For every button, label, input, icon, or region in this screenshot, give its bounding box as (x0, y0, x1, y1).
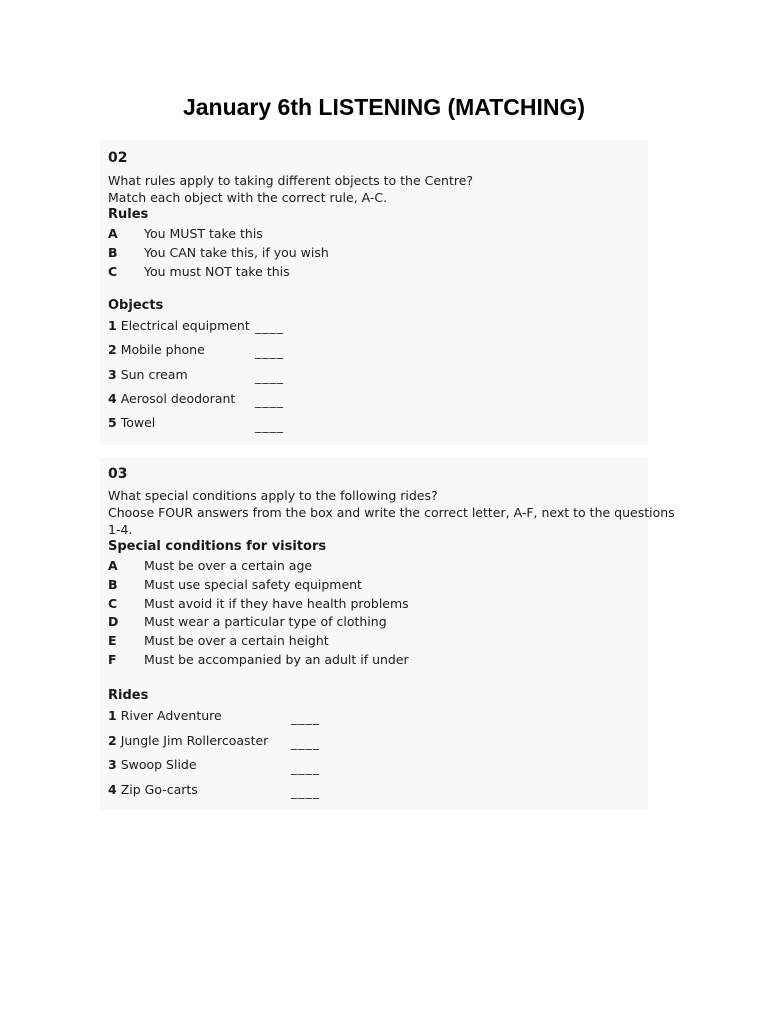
option-text: Must avoid it if they have health problems (144, 596, 409, 611)
option-text: Must be accompanied by an adult if under (144, 652, 409, 667)
items-heading: Rides (108, 688, 149, 703)
section-number: 03 (108, 466, 128, 482)
instruction-text: Choose FOUR answers from the box and write the correct letter, A-F, next to the questions (108, 505, 675, 520)
option-text: Must wear a particular type of clothing (144, 614, 387, 629)
options-heading: Rules (108, 207, 149, 222)
option-letter: A (108, 558, 118, 573)
question-text: What special conditions apply to the following rides? (108, 488, 438, 503)
item-number: 1 (108, 708, 117, 723)
list-item (108, 318, 250, 333)
option-letter: B (108, 245, 118, 260)
item-text: Jungle Jim Rollercoaster (120, 733, 269, 748)
instruction-text: 1-4. (108, 522, 133, 537)
item-number: 3 (108, 757, 117, 772)
option-text: You MUST take this (144, 226, 263, 241)
answer-blank[interactable]: ____ (291, 735, 320, 750)
item-text: Towel (120, 415, 156, 430)
option-letter: C (108, 596, 118, 611)
answer-blank[interactable]: ____ (291, 784, 320, 799)
option-text: Must be over a certain age (144, 558, 313, 573)
option-letter: F (108, 652, 117, 667)
item-number: 4 (108, 782, 117, 797)
list-item (108, 367, 188, 382)
item-text: Sun cream (120, 367, 188, 382)
list-item (108, 415, 155, 430)
options-heading: Special conditions for visitors (108, 539, 327, 554)
option-letter: B (108, 577, 118, 592)
option-text: You must NOT take this (144, 264, 290, 279)
item-number: 2 (108, 733, 117, 748)
items-heading: Objects (108, 298, 164, 313)
item-number: 2 (108, 342, 117, 357)
item-text: Aerosol deodorant (120, 391, 236, 406)
list-item (108, 342, 205, 357)
option-letter: A (108, 226, 118, 241)
section-number: 02 (108, 150, 128, 166)
option-letter: D (108, 614, 119, 629)
item-number: 4 (108, 391, 117, 406)
answer-blank[interactable]: ____ (291, 760, 320, 775)
list-item (108, 782, 198, 797)
instruction-text: Match each object with the correct rule, A-C. (108, 190, 388, 205)
item-text: Mobile phone (120, 342, 205, 357)
page-title: January 6th LISTENING (MATCHING) (182, 94, 586, 120)
option-text: Must be over a certain height (144, 633, 329, 648)
answer-blank[interactable]: ____ (255, 344, 284, 359)
item-text: River Adventure (120, 708, 222, 723)
item-text: Zip Go-carts (120, 782, 198, 797)
list-item (108, 757, 197, 772)
item-text: Swoop Slide (120, 757, 197, 772)
option-text: Must use special safety equipment (144, 577, 362, 592)
item-number: 1 (108, 318, 117, 333)
item-text: Electrical equipment (120, 318, 250, 333)
option-text: You CAN take this, if you wish (144, 245, 329, 260)
list-item (108, 708, 222, 723)
answer-blank[interactable]: ____ (255, 393, 284, 408)
answer-blank[interactable]: ____ (255, 319, 284, 334)
answer-blank[interactable]: ____ (291, 710, 320, 725)
item-number: 5 (108, 415, 117, 430)
question-text: What rules apply to taking different objects to the Centre? (108, 173, 474, 188)
option-letter: E (108, 633, 117, 648)
list-item (108, 733, 268, 748)
option-letter: C (108, 264, 118, 279)
answer-blank[interactable]: ____ (255, 369, 284, 384)
item-number: 3 (108, 367, 117, 382)
answer-blank[interactable]: ____ (255, 418, 284, 433)
list-item (108, 391, 235, 406)
